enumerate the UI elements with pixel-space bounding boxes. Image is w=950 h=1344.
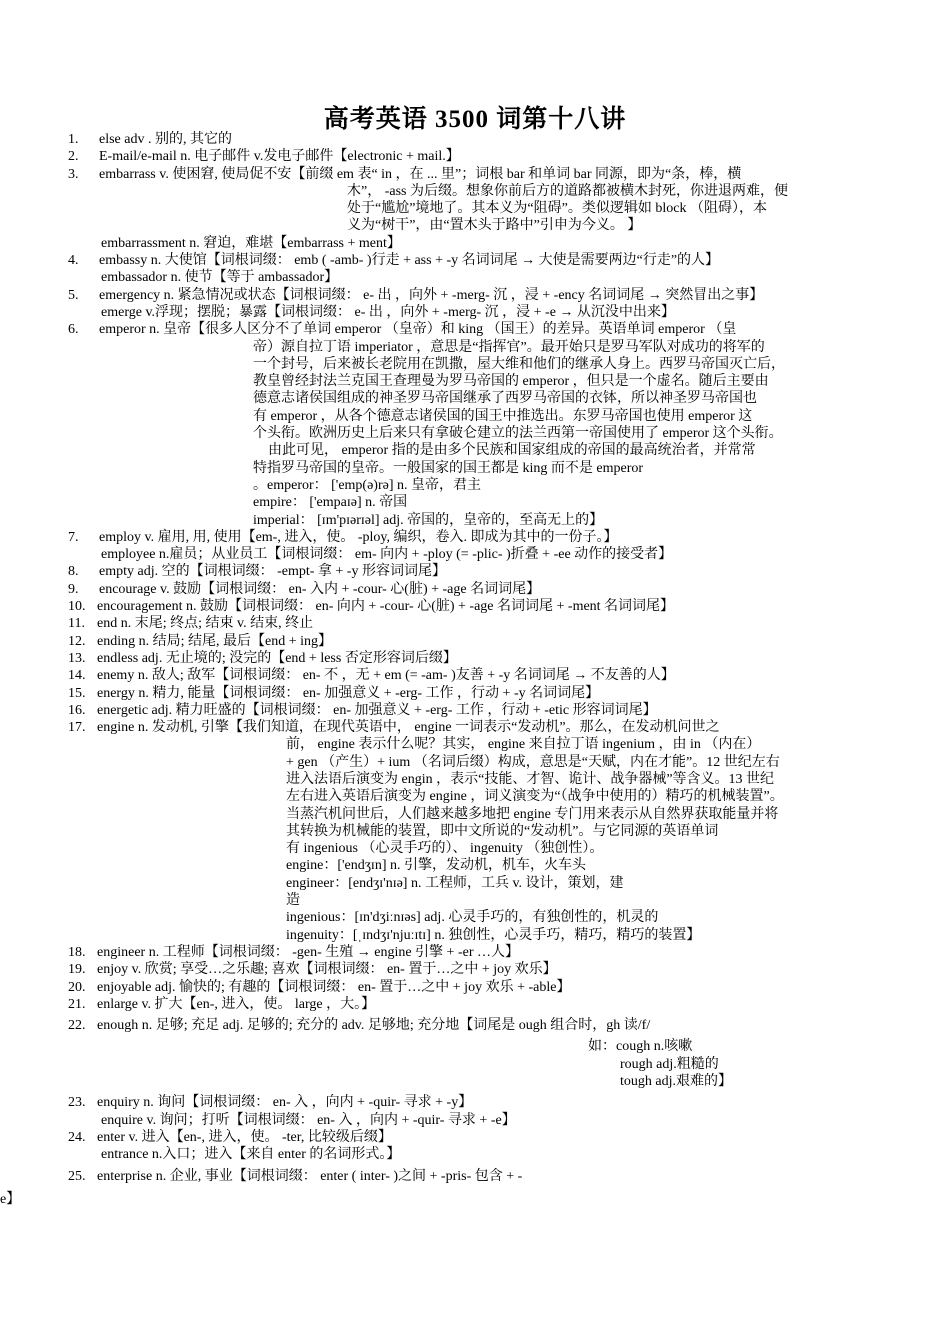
entry-line: 13. endless adj. 无止境的; 没完的【end + less 否定形容词后缀】 — [68, 650, 457, 666]
entry-line: 20. enjoyable adj. 愉快的; 有趣的【词根词缀： en- 置于…之中 + joy 欢乐 + -able】 — [68, 979, 571, 995]
entry-line: employee n.雇员；从业员工【词根词缀： em- 向内 + -ploy (= -plic- )折叠 + -ee 动作的接受者】 — [101, 547, 673, 563]
entry-line: e】 — [0, 1191, 21, 1207]
entry-line: ingenuity：[ˌɪndʒɪ'njuːɪtɪ] n. 独创性，心灵手巧，精巧，精巧的装置】 — [286, 927, 701, 943]
entry-line: rough adj.粗糙的 — [620, 1056, 719, 1072]
entry-line: 11. end n. 末尾; 终点; 结束 v. 结束, 终止 — [68, 616, 314, 632]
entry-line: enquire v. 询问；打听【词根词缀： en- 入 ，向内 + -quir- 寻求 + -e】 — [101, 1112, 516, 1128]
entry-line: emerge v.浮现；摆脱；暴露【词根词缀： e- 出 ，向外 + -merg- 沉 ，浸 + -e → 从沉没中出来】 — [101, 304, 675, 320]
entry-line: 10. encouragement n. 鼓励【词根词缀： en- 向内 + -cour- 心(脏) + -age 名词词尾 + -ment 名词词尾】 — [68, 599, 675, 615]
entry-line: imperial： [ɪm'pɪərɪəl] adj. 帝国的，皇帝的，至高无上的】 — [253, 512, 604, 528]
entry-line: 24. enter v. 进入【en-, 进入，使。 -ter, 比较级后缀】 — [68, 1129, 392, 1145]
entry-line: embarrassment n. 窘迫，难堪【embarrass + ment】 — [101, 235, 401, 251]
entry-line: 其转换为机械能的装置，即中文所说的“发动机”。与它同源的英语单词 — [286, 823, 719, 839]
entry-line: entrance n.入口；进入【来自 enter 的名词形式。】 — [101, 1147, 401, 1163]
entry-line: 如：cough n.咳嗽 — [588, 1039, 693, 1055]
entry-line: 特指罗马帝国的皇帝。一般国家的国王都是 king 而不是 emperor — [253, 460, 644, 476]
entry-line: 3. embarrass v. 使困窘, 使局促不安【前缀 em 表“ in ，在 ... 里”；词根 bar 和单词 bar 同源，即为“条，棒，横 — [68, 166, 742, 182]
entry-line: 23. enquiry n. 询问【词根词缀： en- 入 ，向内 + -quir- 寻求 + -y】 — [68, 1095, 473, 1111]
entry-line: 左右进入英语后演变为 engine ，词义演变为“（战争中使用的）精巧的机械装置”。 — [286, 789, 784, 805]
entry-line: empire： ['empaɪə] n. 帝国 — [253, 495, 408, 511]
entry-line: 25. enterprise n. 企业, 事业【词根词缀： enter ( inter- )之间 + -pris- 包含 + - — [68, 1168, 523, 1184]
entry-line: engineer：[endʒɪ'nɪə] n. 工程师，工兵 v. 设计，策划，建 — [286, 875, 624, 891]
entry-line: 由此可见， emperor 指的是由多个民族和国家组成的帝国的最高统治者，并常常 — [268, 443, 756, 459]
entry-line: 当蒸汽机问世后，人们越来越多地把 engine 专门用来表示从自然界获取能量并将 — [286, 806, 779, 822]
entry-line: 帝）源自拉丁语 imperiator ，意思是“指挥官”。最开始只是罗马军队对成功的将军的 — [253, 339, 765, 355]
vocabulary-list — [0, 131, 898, 1208]
entry-line: 12. ending n. 结局; 结尾, 最后【end + ing】 — [68, 633, 332, 649]
entry-line: 有 emperor ，从各个德意志诸侯国的国王中推选出。东罗马帝国也使用 emperor 这 — [253, 408, 753, 424]
entry-line: 7. employ v. 雇用, 用, 使用【em-, 进入，使。 -ploy, 编织，卷入. 即成为其中的一份子。】 — [68, 529, 618, 545]
entry-line: 18. engineer n. 工程师【词根词缀： -gen- 生殖 → engine 引擎 + -er …人】 — [68, 944, 519, 960]
entry-line: 4. embassy n. 大使馆【词根词缀： emb ( -amb- )行走 + ass + -y 名词词尾 → 大使是需要两边“行走”的人】 — [68, 253, 720, 269]
entry-line: 5. emergency n. 紧急情况或状态【词根词缀： e- 出 ，向外 + -merg- 沉 ，浸 + -ency 名词词尾 → 突然冒出之事】 — [68, 287, 764, 303]
entry-line: 1. else adv . 别的, 其它的 — [68, 132, 232, 147]
entry-line: engine：['endʒɪn] n. 引擎，发动机，机车，火车头 — [286, 858, 586, 874]
entry-line: + gen （产生）+ ium （名词后缀）构成，意思是“天赋，内在才能”。12 世纪左右 — [286, 754, 780, 770]
entry-line: 德意志诸侯国组成的神圣罗马帝国继承了西罗马帝国的衣钵，所以神圣罗马帝国也 — [253, 391, 757, 407]
entry-line: 有 ingenious （心灵手巧的）、 ingenuity （独创性）。 — [286, 841, 604, 857]
entry-line: 9. encourage v. 鼓励【词根词缀： en- 入内 + -cour- 心(脏) + -age 名词词尾】 — [68, 581, 541, 597]
entry-line: 15. energy n. 精力, 能量【词根词缀： en- 加强意义 + -erg- 工作 ，行动 + -y 名词词尾】 — [68, 685, 600, 701]
entry-line: 14. enemy n. 敌人; 敌军【词根词缀： en- 不 ，无 + em (= -am- )友善 + -y 名词词尾 → 不友善的人】 — [68, 668, 675, 684]
entry-line: embassador n. 使节【等于 ambassador】 — [101, 270, 339, 286]
entry-line: 8. empty adj. 空的【词根词缀： -empt- 拿 + -y 形容词词尾】 — [68, 564, 446, 580]
entry-line: 一个封号，后来被长老院用在凯撒，屋大维和他们的继承人身上。西罗马帝国灭亡后， — [253, 356, 785, 372]
entry-line: 教皇曾经封法兰克国王查理曼为罗马帝国的 emperor ，但只是一个虚名。随后主要由 — [253, 374, 769, 390]
entry-line: 个头衔。欧洲历史上后来只有拿破仑建立的法兰西第一帝国使用了 emperor 这个头衔。 — [253, 426, 783, 442]
entry-line: ingenious：[ɪn'dʒiːnɪəs] adj. 心灵手巧的，有独创性的，机灵的 — [286, 910, 659, 926]
entry-line: 造 — [286, 893, 300, 909]
entry-line: 19. enjoy v. 欣赏; 享受…之乐趣; 喜欢【词根词缀： en- 置于…之中 + joy 欢乐】 — [68, 962, 557, 978]
entry-line: 义为“树干”，由“置木头于路中”引申为今义。 】 — [347, 218, 642, 234]
entry-line: 处于“尴尬”境地了。其本义为“阻碍”。类似逻辑如 block （阻碍），本 — [347, 201, 767, 217]
entry-line: 16. energetic adj. 精力旺盛的【词根词缀： en- 加强意义 + -erg- 工作 ，行动 + -etic 形容词词尾】 — [68, 702, 657, 718]
entry-line: 17. engine n. 发动机, 引擎【我们知道，在现代英语中， engine 一词表示“发动机”。那么，在发动机问世之 — [68, 720, 720, 736]
entry-line: tough adj.艰难的】 — [620, 1074, 732, 1090]
entry-line: 木”， -ass 为后缀。想象你前后方的道路都被横木封死，你进退两难，便 — [347, 183, 788, 199]
entry-line: 。emperor： ['emp(ə)rə] n. 皇帝，君主 — [253, 477, 482, 493]
entry-line: 21. enlarge v. 扩大【en-, 进入，使。 large ，大。】 — [68, 996, 376, 1012]
entry-line: 6. emperor n. 皇帝【很多人区分不了单词 emperor （皇帝）和 king （国王）的差异。英语单词 emperor （皇 — [68, 322, 737, 338]
entry-line: 进入法语后演变为 engin ，表示“技能、才智、诡计、战争器械”等含义。13 世纪 — [286, 771, 775, 787]
entry-line: 前， engine 表示什么呢？其实， engine 来自拉丁语 ingenium ，由 in （内在） — [286, 737, 761, 753]
entry-line: 2. E-mail/e-mail n. 电子邮件 v.发电子邮件【electronic + mail.】 — [68, 149, 460, 165]
page-title: 高考英语 3500 词第十八讲 — [323, 106, 627, 133]
entry-line: 22. enough n. 足够; 充足 adj. 足够的; 充分的 adv. 足够地; 充分地【词尾是 ough 组合时，gh 读/f/ — [68, 1018, 651, 1034]
